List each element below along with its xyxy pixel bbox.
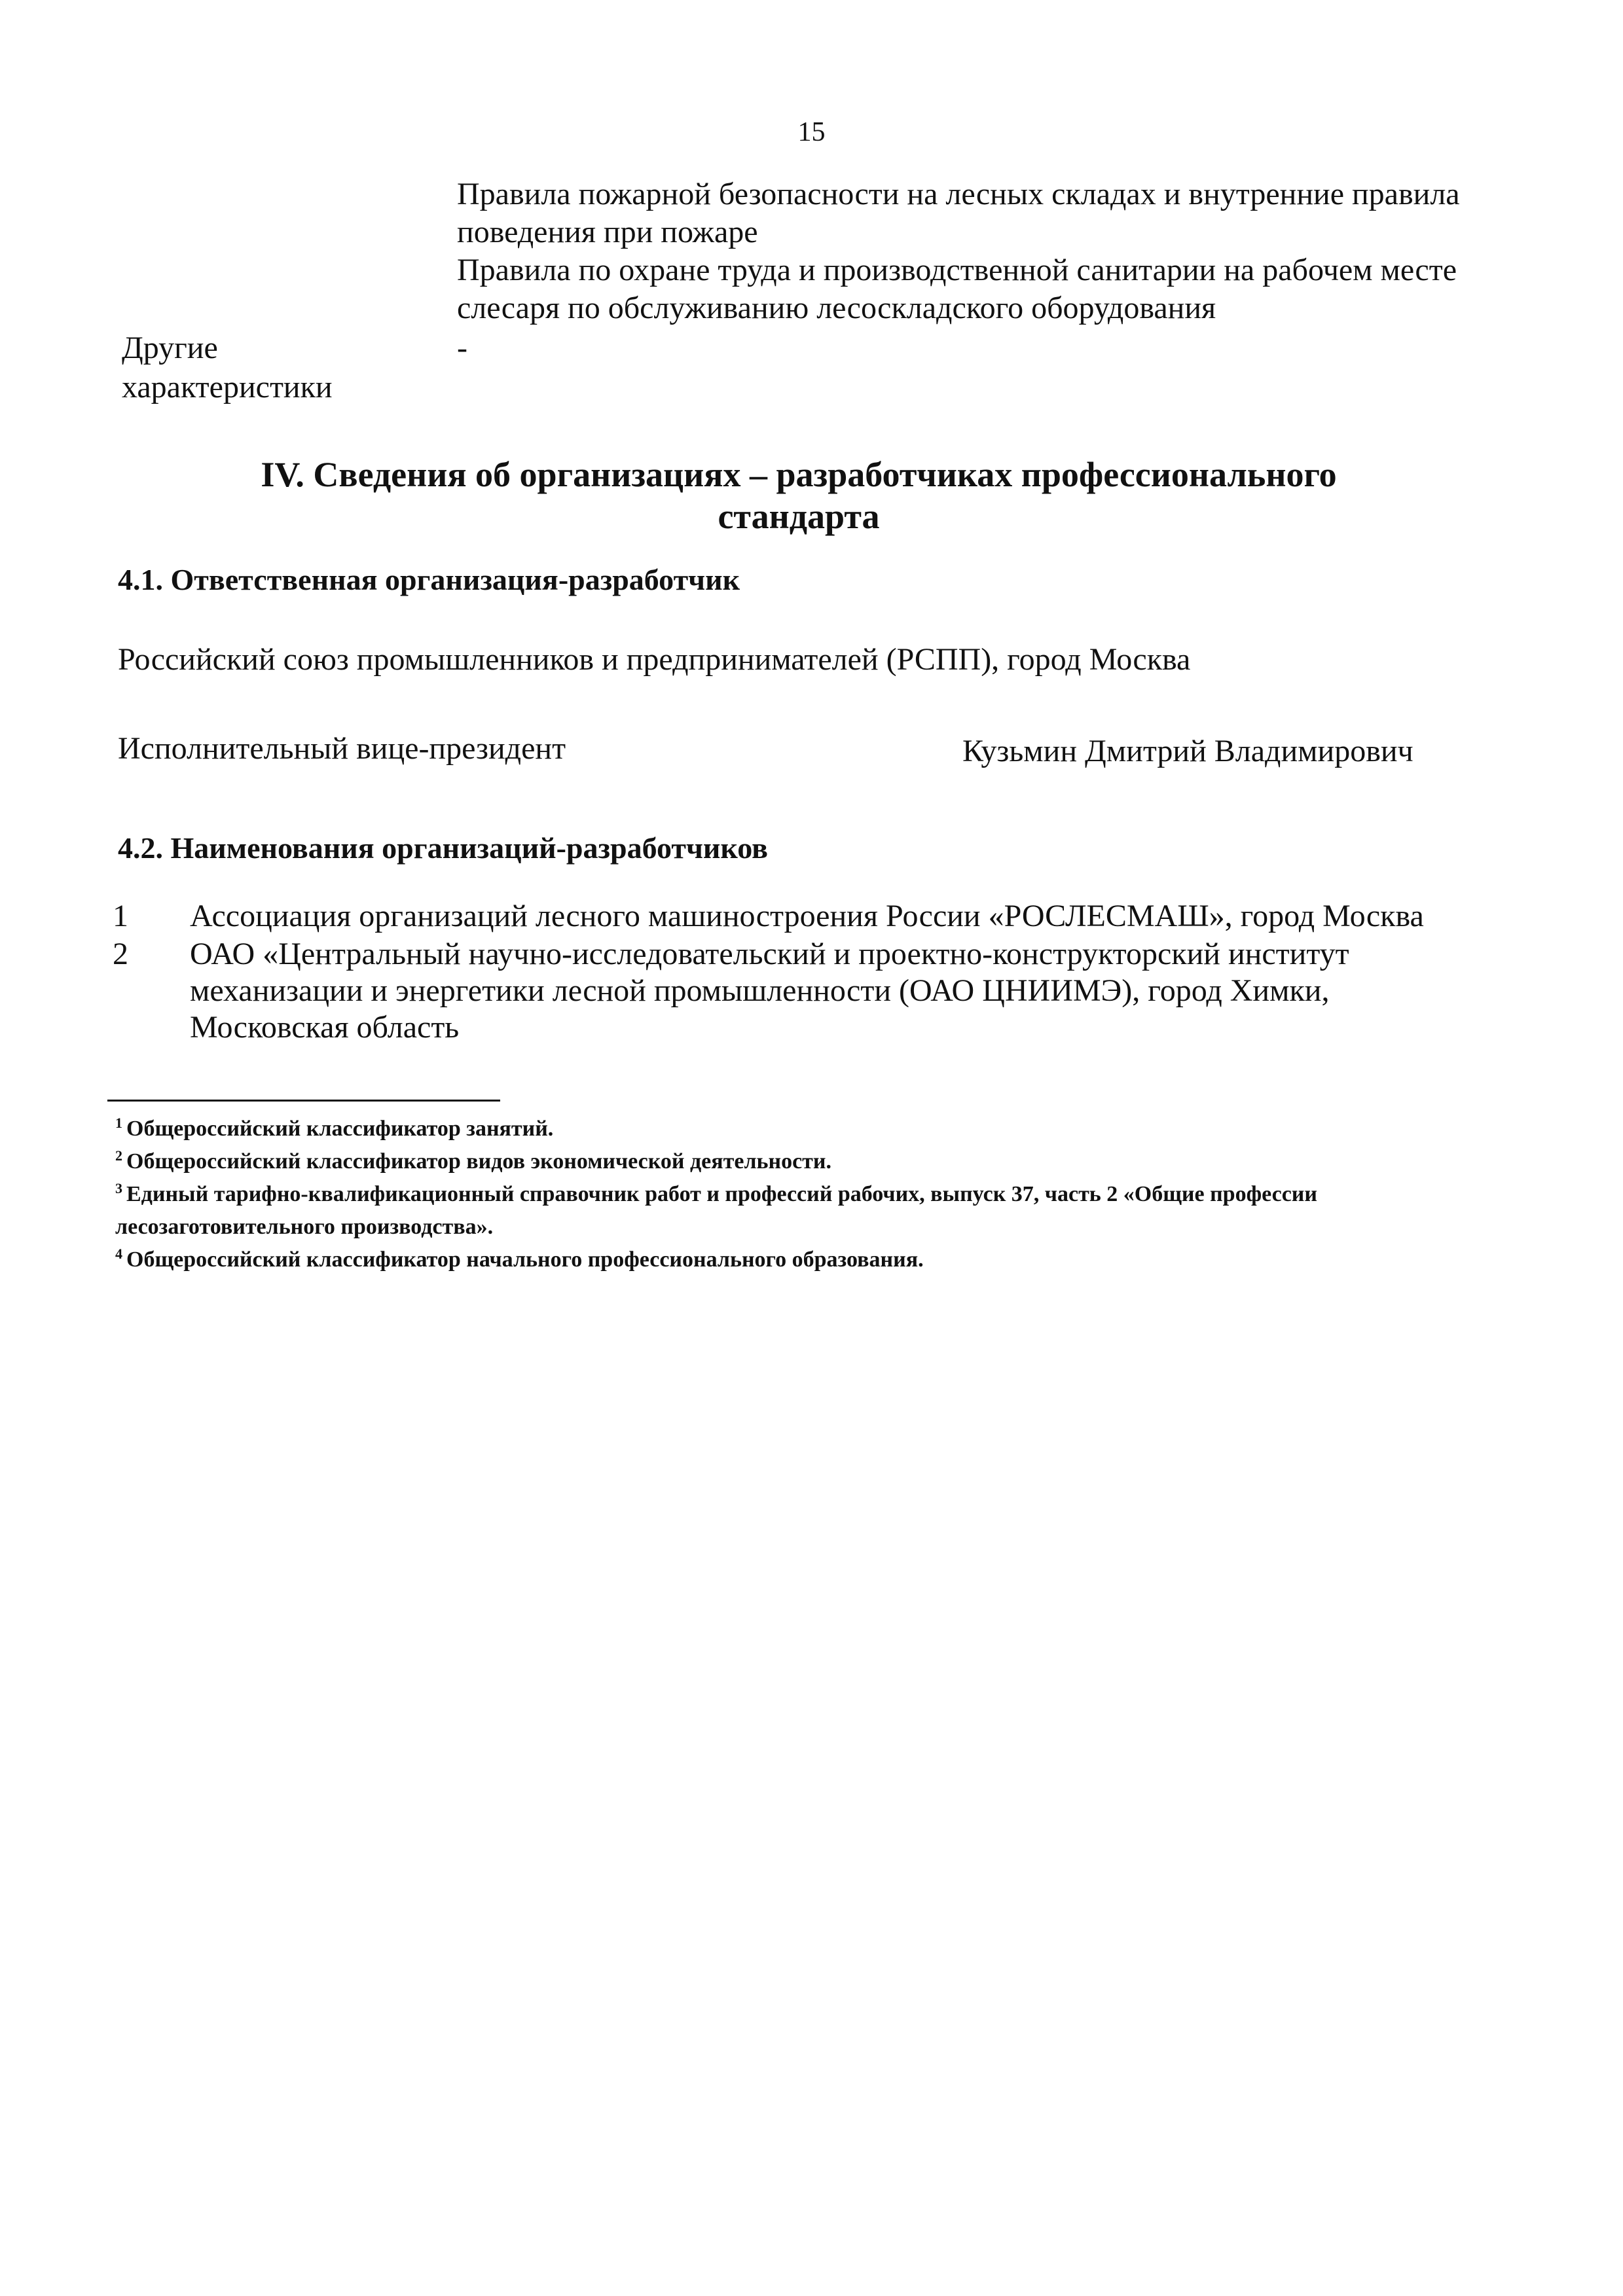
footnotes — [115, 1113, 1529, 1276]
list-item-text — [190, 898, 1565, 935]
other-characteristics-label — [122, 329, 397, 407]
list-item-line: Московская область — [190, 1010, 460, 1045]
list-item-line: ОАО «Центральный научно-исследовательский и проектно-конструкторский институт — [190, 937, 1349, 971]
requirements-text — [457, 175, 1544, 327]
responsible-org-name: Российский союз промышленников и предпринимателей (РСПП), город Москва — [118, 642, 1191, 677]
footnote-mark: 4 — [115, 1245, 122, 1262]
section-title — [196, 454, 1401, 537]
other-characteristics-value: - — [457, 331, 467, 365]
footnote-text: Единый тарифно-квалификационный справочник работ и профессий рабочих, выпуск 37, часть 2 «Общие профессии — [126, 1182, 1317, 1206]
list-item-text — [190, 936, 1565, 1046]
list-item-number: 1 — [113, 899, 128, 933]
section-title-line: IV. Сведения об организациях – разработчиках профессионального — [261, 455, 1337, 494]
list-item-line: механизации и энергетики лесной промышленности (ОАО ЦНИИМЭ), город Химки, — [190, 973, 1330, 1008]
footnote — [115, 1178, 1529, 1211]
footnote-continuation — [115, 1211, 1529, 1244]
footnote — [115, 1244, 1529, 1276]
list-item — [113, 936, 1553, 1054]
developer-orgs-heading: 4.2. Наименования организаций-разработчиков — [118, 831, 768, 865]
other-label-line: характеристики — [122, 370, 333, 404]
other-label-line: Другие — [122, 331, 218, 365]
footnote-text: Общероссийский классификатор видов экономической деятельности. — [126, 1149, 831, 1174]
footnote-text: лесозаготовительного производства». — [115, 1215, 494, 1239]
footnote-text: Общероссийский классификатор занятий. — [126, 1117, 554, 1141]
footnote — [115, 1113, 1529, 1145]
page-number: 15 — [797, 117, 826, 147]
requirements-line: Правила пожарной безопасности на лесных складах и внутренние правила — [457, 177, 1460, 211]
responsible-person: Кузьмин Дмитрий Владимирович — [962, 734, 1413, 768]
footnote-mark: 1 — [115, 1114, 122, 1131]
responsible-org-heading: 4.1. Ответственная организация-разработчик — [118, 563, 740, 596]
footnote-divider — [107, 1100, 500, 1102]
footnote-mark: 2 — [115, 1147, 122, 1164]
requirements-line: Правила по охране труда и производственной санитарии на рабочем месте — [457, 253, 1457, 287]
list-item — [113, 898, 1553, 935]
section-title-line: стандарта — [718, 497, 880, 536]
footnote-text: Общероссийский классификатор начального профессионального образования. — [126, 1247, 924, 1272]
requirements-line: слесаря по обслуживанию лесоскладского оборудования — [457, 291, 1216, 325]
list-item-line: Ассоциация организаций лесного машиностроения России «РОСЛЕСМАШ», город Москва — [190, 899, 1424, 933]
footnote — [115, 1145, 1529, 1178]
footnote-mark: 3 — [115, 1179, 122, 1196]
requirements-line: поведения при пожаре — [457, 215, 758, 249]
list-item-number: 2 — [113, 937, 128, 971]
responsible-position: Исполнительный вице-президент — [118, 731, 566, 766]
